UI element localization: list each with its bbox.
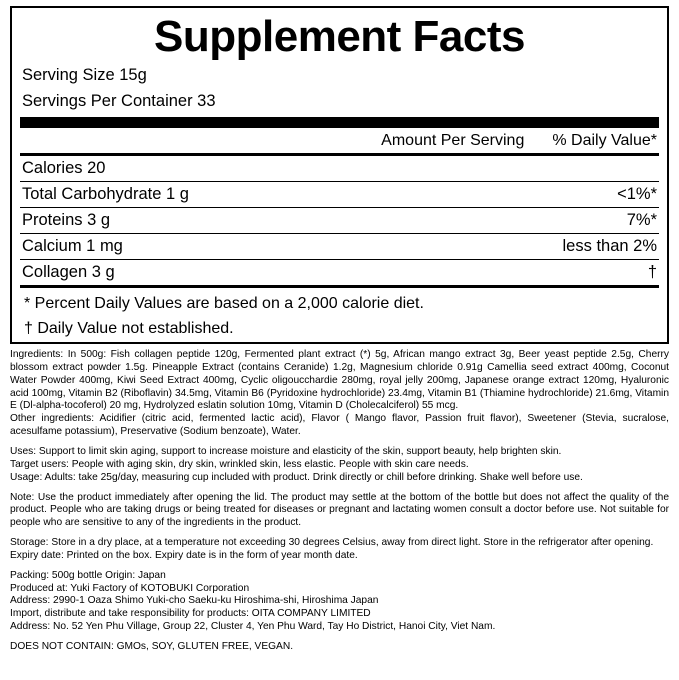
uses-text: Uses: Support to limit skin aging, support to increase moisture and elasticity of the skin, support beauty, help brighten skin. [10, 446, 562, 457]
nutrient-name: Calories 20 [22, 158, 106, 177]
fineprint-section [10, 349, 669, 654]
nutrient-daily-value: less than 2% [562, 236, 657, 255]
column-header-amount: Amount Per Serving [381, 131, 525, 149]
column-headers [20, 128, 659, 153]
supplement-facts-panel [10, 6, 669, 344]
thick-divider [20, 117, 659, 128]
does-not-contain-text: DOES NOT CONTAIN: GMOs, SOY, GLUTEN FREE, VEGAN. [10, 640, 294, 652]
serving-size: Serving Size 15g [22, 66, 147, 85]
nutrient-daily-value: <1%* [617, 184, 657, 203]
manufacturer-address-text: Address: 2990-1 Oaza Shimo Yuki-cho Saeku-ku Hiroshima-shi, Hiroshima Japan [10, 595, 379, 607]
column-header-daily-value: % Daily Value* [552, 131, 657, 149]
nutrient-name: Collagen 3 g [22, 262, 115, 281]
ingredients-text: Ingredients: In 500g: Fish collagen peptide 120g, Fermented plant extract (*) 5g, African mango extract 3g, Beer yeast peptide 2.5g, Cherry blossom extract powder 1.5g. Pineapple Extract (contains Ceranide) 1.2g, Magnesium chloride 0.91g Camellia seed extract 400mg, Coconut Water Powder 400mg, Kiwi Seed Extract 400mg, Cyclic oligoucchardie 280mg, royal jelly 200mg, Japanese orange extract 120mg, Hyaluronic acid 100mg, Vitamin B2 (Riboflavin) 34.5mg, Vitamin B6 (Pyridoxine hydrochloride) 23.4mg, Vitamin B1 (Thiamine hydrochloride) 21.6mg, Vitamin E (Dl-alpha-tocoferol) 20 mg, Hydrolyzed eslatin solution 10mg, Vitamin D (Cholecalciferol) 55 mcg. [10, 349, 669, 412]
nutrient-row [20, 234, 659, 259]
company-block [10, 570, 669, 634]
importer-address-text: Address: No. 52 Yen Phu Village, Group 22, Cluster 4, Yen Phu Ward, Tay Ho District, Hanoi City, Viet Nam. [10, 621, 496, 633]
footnote-daily-value-not-established: † Daily Value not established. [24, 319, 234, 337]
nutrient-name: Calcium 1 mg [22, 236, 123, 255]
produced-at-text: Produced at: Yuki Factory of KOTOBUKI Corporation [10, 582, 250, 594]
importer-text: Import, distribute and take responsibility for products: OITA COMPANY LIMITED [10, 608, 371, 620]
panel-title: Supplement Facts [154, 12, 525, 61]
footnote-percent-daily-value: * Percent Daily Values are based on a 2,000 calorie diet. [24, 294, 424, 312]
nutrient-name: Proteins 3 g [22, 210, 111, 229]
nutrient-daily-value: † [647, 262, 657, 281]
allergen-block [10, 641, 669, 654]
other-ingredients-text: Other ingredients: Acidifier (citric acid, fermented lactic acid), Flavor ( Mango flavor, Passion fruit flavor), Sweetener (Stevia, sucralose, acesulfame potassium), Preservative (Sodium benzoate), Water. [10, 413, 669, 438]
storage-block [10, 537, 669, 563]
expiry-text: Expiry date: Printed on the box. Expiry date is in the form of year month date. [10, 549, 358, 561]
note-text: Note: Use the product immediately after opening the lid. The product may settle at the bottom of the bottle but does not affect the quality of the product. People who are taking drugs or being treated for diseases or pregnant and lactating women consult a doctor before use. Not suitable for people who are sensitive to any of the ingredients in the product. [10, 491, 669, 529]
nutrient-daily-value: 7%* [626, 210, 657, 229]
storage-text: Storage: Store in a dry place, at a temperature not exceeding 30 degrees Celsius, away from direct light. Store in the refrigerator after opening. [10, 537, 654, 549]
usage-block [10, 446, 669, 485]
servings-per-container: Servings Per Container 33 [22, 92, 216, 111]
nutrient-row [20, 156, 659, 181]
note-block [10, 492, 669, 531]
nutrient-row [20, 208, 659, 233]
packing-text: Packing: 500g bottle Origin: Japan [10, 569, 166, 581]
nutrient-row [20, 182, 659, 207]
nutrient-row [20, 260, 659, 285]
target-users-text: Target users: People with aging skin, dry skin, wrinkled skin, less elastic. People with skin care needs. [10, 458, 469, 470]
usage-text: Usage: Adults: take 25g/day, measuring cup included with product. Drink directly or chill before drinking. Shake well before use. [10, 471, 583, 483]
nutrient-name: Total Carbohydrate 1 g [22, 184, 189, 203]
